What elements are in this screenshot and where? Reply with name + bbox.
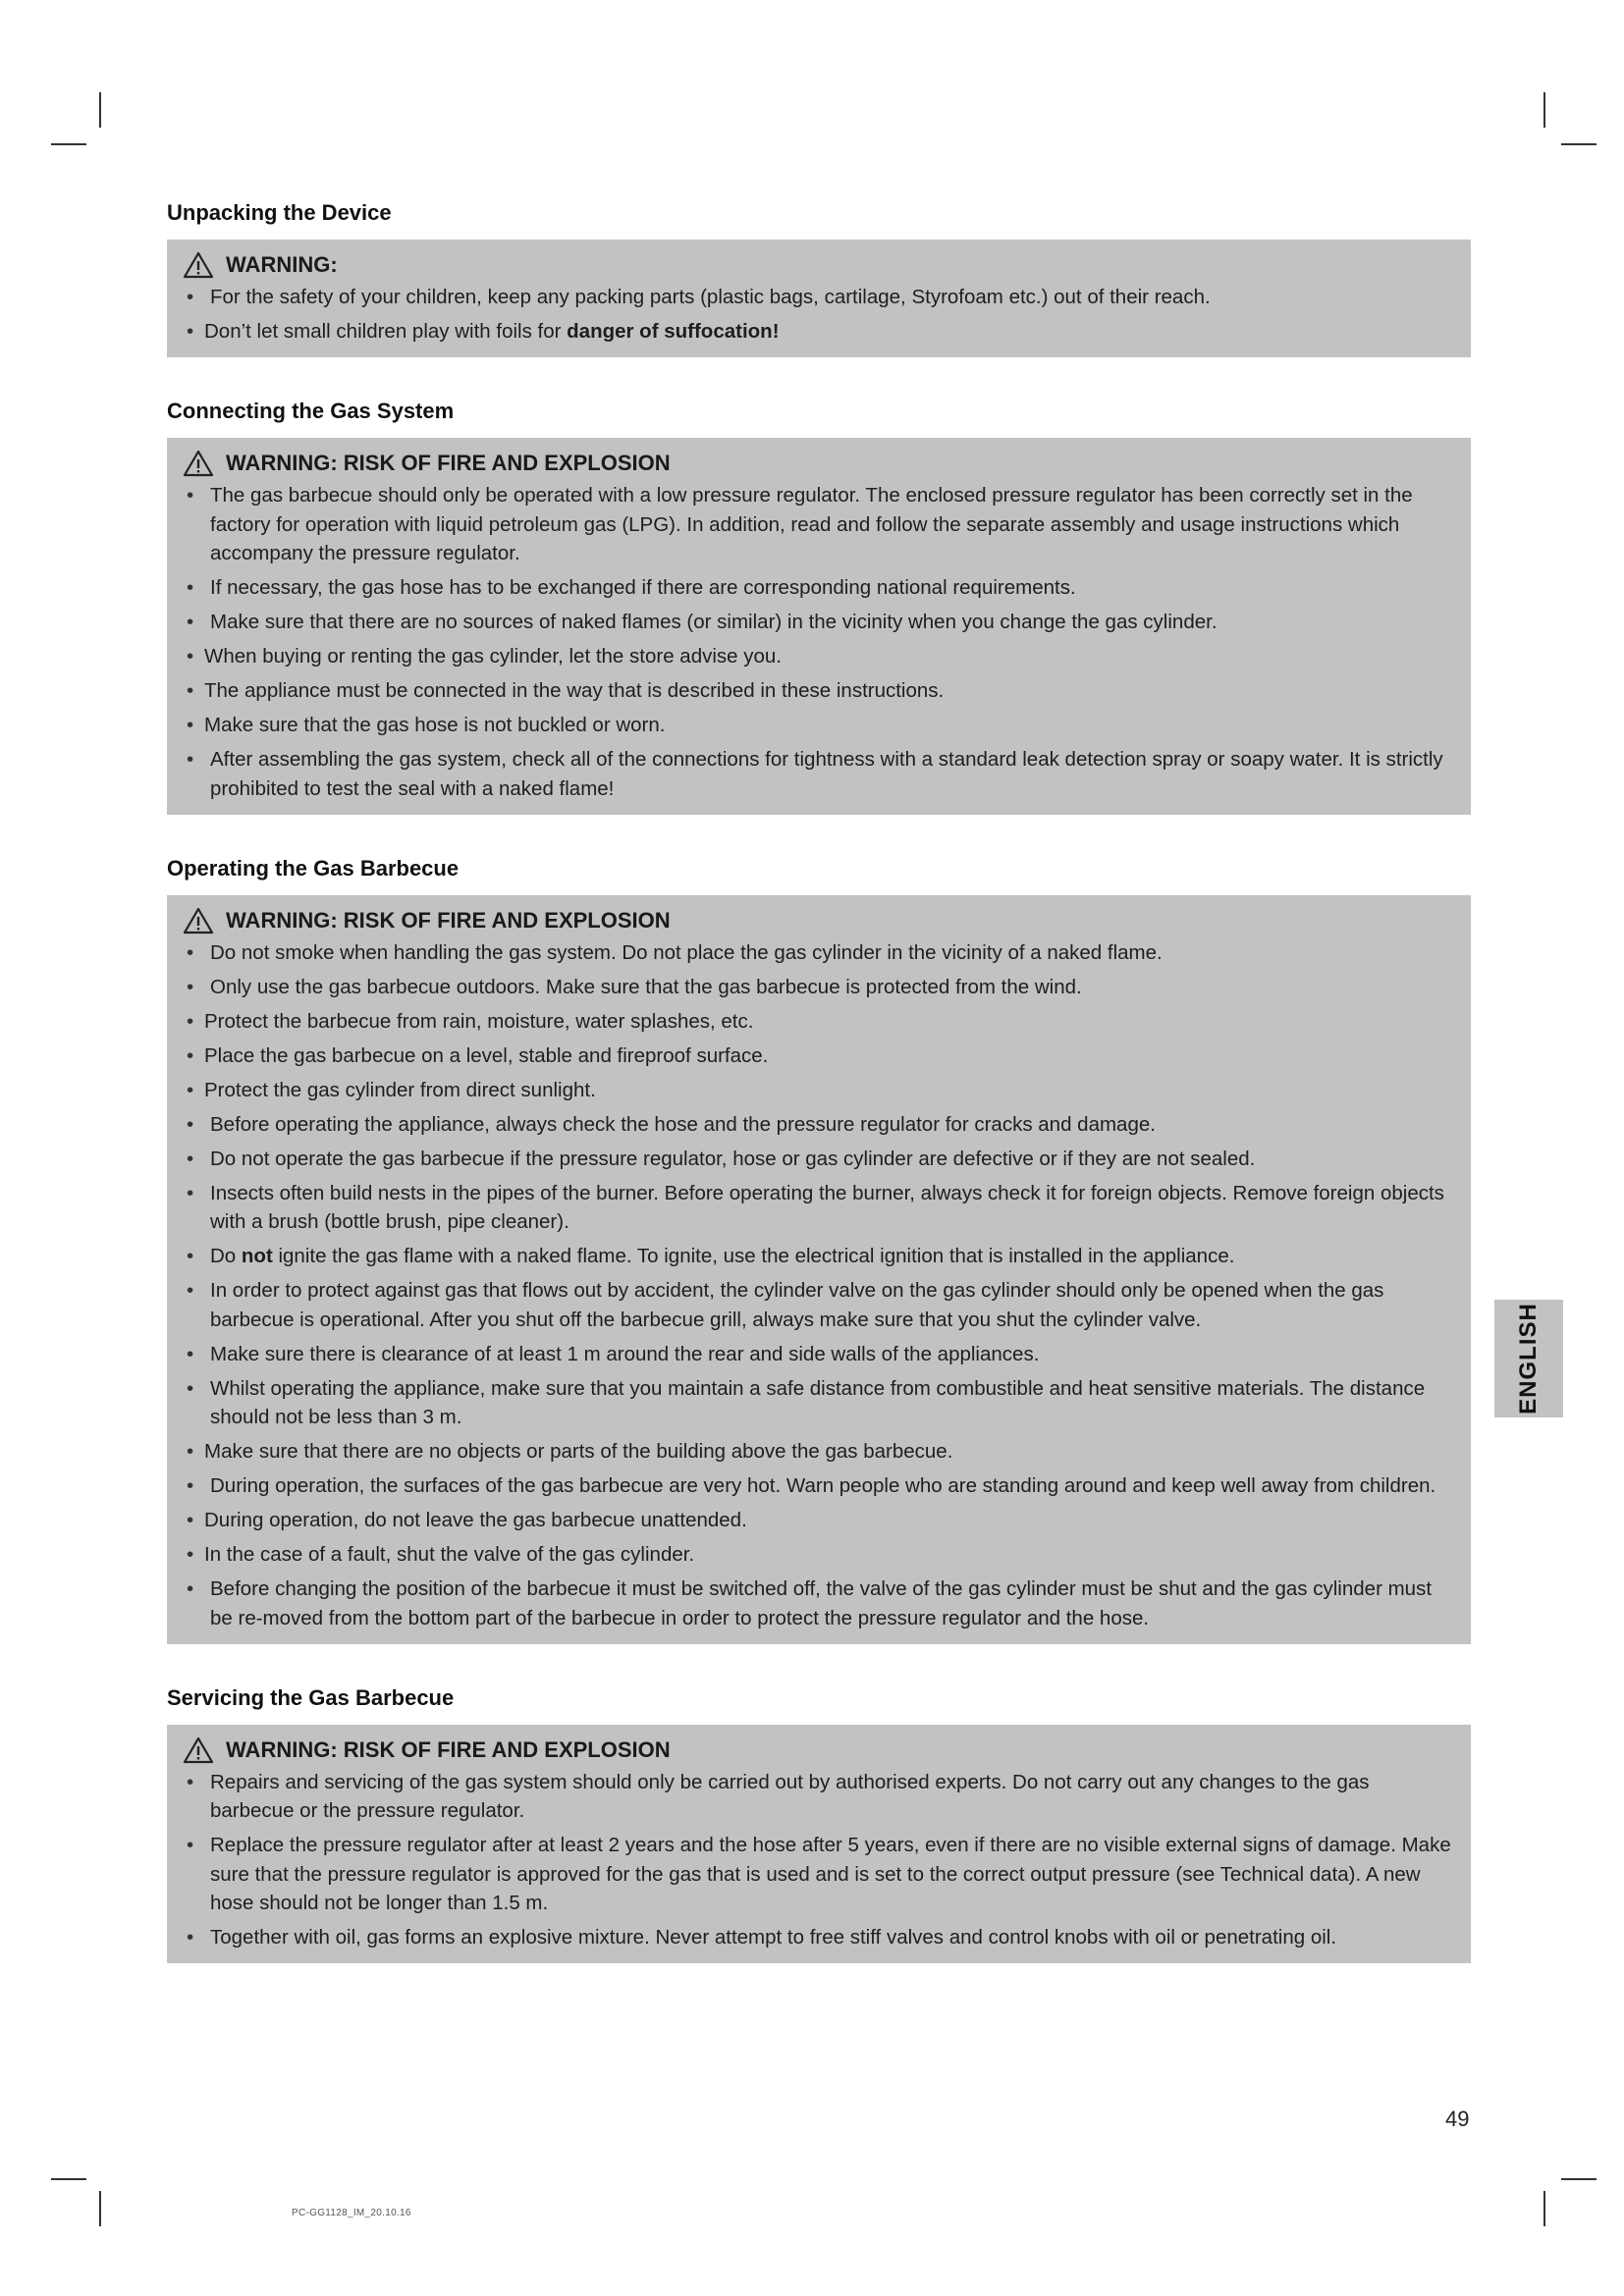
list-item: • Only use the gas barbecue outdoors. Make sure that the gas barbecue is protected from the wind.	[177, 973, 1457, 1002]
list-item: • Before changing the position of the barbecue it must be switched off, the valve of the gas cylinder must be shut and the gas cylinder must be re-moved from the bottom part of the barbecue in order to protect the pressure regulator and the hose.	[177, 1575, 1457, 1632]
crop-mark	[1561, 143, 1597, 145]
warning-box	[167, 240, 1471, 357]
list-item: • After assembling the gas system, check all of the connections for tightness with a standard leak detection spray or soapy water. It is strictly prohibited to test the seal with a naked flame!	[177, 745, 1457, 803]
section-connecting	[167, 399, 1471, 815]
section-title: Unpacking the Device	[167, 200, 392, 225]
list-item: • Protect the gas cylinder from direct sunlight.	[177, 1076, 1457, 1105]
list-item: • Place the gas barbecue on a level, stable and fireproof surface.	[177, 1041, 1457, 1071]
warning-label: WARNING: RISK OF FIRE AND EXPLOSION	[226, 907, 671, 933]
list-item: • When buying or renting the gas cylinder, let the store advise you.	[177, 642, 1457, 671]
list-item: • Before operating the appliance, always check the hose and the pressure regulator for cracks and damage.	[177, 1110, 1457, 1140]
list-item: • Make sure that the gas hose is not buckled or worn.	[177, 711, 1457, 740]
warning-list	[177, 1768, 1457, 1952]
crop-mark	[99, 92, 101, 128]
list-item: • Whilst operating the appliance, make sure that you maintain a safe distance from combustible and heat sensitive materials. The distance should not be less than 3 m.	[177, 1374, 1457, 1432]
crop-mark	[1543, 2191, 1545, 2226]
section-operating	[167, 856, 1471, 1644]
page-number: 49	[1445, 2107, 1470, 2131]
warning-box	[167, 438, 1471, 815]
list-item: • In order to protect against gas that flows out by accident, the cylinder valve on the gas cylinder should only be opened when the gas barbecue is operational. After you shut off the barbecue grill, always make sure that you shut the cylinder valve.	[177, 1276, 1457, 1334]
safety-content	[167, 200, 1471, 2004]
list-item: • Do not operate the gas barbecue if the pressure regulator, hose or gas cylinder are defective or if they are not sealed.	[177, 1145, 1457, 1174]
warning-triangle-icon	[183, 1736, 214, 1764]
warning-list	[177, 283, 1457, 347]
footer-code: PC-GG1128_IM_20.10.16	[292, 2208, 411, 2218]
warning-label: WARNING: RISK OF FIRE AND EXPLOSION	[226, 451, 671, 475]
language-tab	[1494, 1300, 1563, 1417]
warning-heading	[177, 450, 1457, 477]
crop-mark	[51, 143, 86, 145]
warning-box	[167, 895, 1471, 1644]
list-item: • During operation, do not leave the gas barbecue unattended.	[177, 1506, 1457, 1535]
warning-list	[177, 938, 1457, 1633]
crop-mark	[99, 2191, 101, 2226]
list-item: • The gas barbecue should only be operated with a low pressure regulator. The enclosed pressure regulator has been correctly set in the factory for operation with liquid petroleum gas (LPG). In addition, read and follow the separate assembly and usage instructions which accompany the pressure regulator.	[177, 481, 1457, 568]
warning-heading	[177, 1736, 1457, 1764]
list-item: • Make sure that there are no objects or parts of the building above the gas barbecue.	[177, 1437, 1457, 1467]
list-item: • Do not smoke when handling the gas system. Do not place the gas cylinder in the vicinity of a naked flame.	[177, 938, 1457, 968]
warning-heading	[177, 251, 1457, 279]
list-item: • In the case of a fault, shut the valve of the gas cylinder.	[177, 1540, 1457, 1570]
warning-label: WARNING:	[226, 252, 338, 277]
section-servicing	[167, 1685, 1471, 1964]
warning-triangle-icon	[183, 251, 214, 279]
list-item: • Replace the pressure regulator after at least 2 years and the hose after 5 years, even if there are no visible external signs of damage. Make sure that the pressure regulator is approved for the gas that is used and is set to the correct output pressure (see Technical data). A new hose should not be longer than 1.5 m.	[177, 1831, 1457, 1918]
warning-heading	[177, 907, 1457, 934]
section-title: Servicing the Gas Barbecue	[167, 1684, 455, 1710]
warning-triangle-icon	[183, 907, 214, 934]
list-item: • Repairs and servicing of the gas system should only be carried out by authorised experts. Do not carry out any changes to the gas barbecue or the pressure regulator.	[177, 1768, 1457, 1826]
list-item: • Don’t let small children play with foils for danger of suffocation!	[177, 317, 1457, 347]
warning-list	[177, 481, 1457, 803]
language-label: ENGLISH	[1515, 1303, 1542, 1415]
section-title: Operating the Gas Barbecue	[167, 855, 460, 881]
crop-mark	[51, 2178, 86, 2180]
list-item: • During operation, the surfaces of the gas barbecue are very hot. Warn people who are standing around and keep well away from children.	[177, 1471, 1457, 1501]
warning-triangle-icon	[183, 450, 214, 477]
list-item: • Make sure there is clearance of at least 1 m around the rear and side walls of the appliances.	[177, 1340, 1457, 1369]
warning-label: WARNING: RISK OF FIRE AND EXPLOSION	[226, 1736, 671, 1762]
list-item: • Protect the barbecue from rain, moisture, water splashes, etc.	[177, 1007, 1457, 1037]
section-title: Connecting the Gas System	[167, 399, 455, 423]
list-item: • The appliance must be connected in the way that is described in these instructions.	[177, 676, 1457, 706]
list-item: • For the safety of your children, keep any packing parts (plastic bags, cartilage, Styrofoam etc.) out of their reach.	[177, 283, 1457, 312]
crop-mark	[1561, 2178, 1597, 2180]
list-item: • Make sure that there are no sources of naked flames (or similar) in the vicinity when you change the gas cylinder.	[177, 608, 1457, 637]
warning-box	[167, 1725, 1471, 1964]
list-item: • If necessary, the gas hose has to be exchanged if there are corresponding national requirements.	[177, 573, 1457, 603]
list-item: • Do not ignite the gas flame with a naked flame. To ignite, use the electrical ignition that is installed in the appliance.	[177, 1242, 1457, 1271]
crop-mark	[1543, 92, 1545, 128]
section-unpacking	[167, 200, 1471, 357]
list-item: • Insects often build nests in the pipes of the burner. Before operating the burner, always check it for foreign objects. Remove foreign objects with a brush (bottle brush, pipe cleaner).	[177, 1179, 1457, 1237]
list-item: • Together with oil, gas forms an explosive mixture. Never attempt to free stiff valves and control knobs with oil or penetrating oil.	[177, 1923, 1457, 1952]
